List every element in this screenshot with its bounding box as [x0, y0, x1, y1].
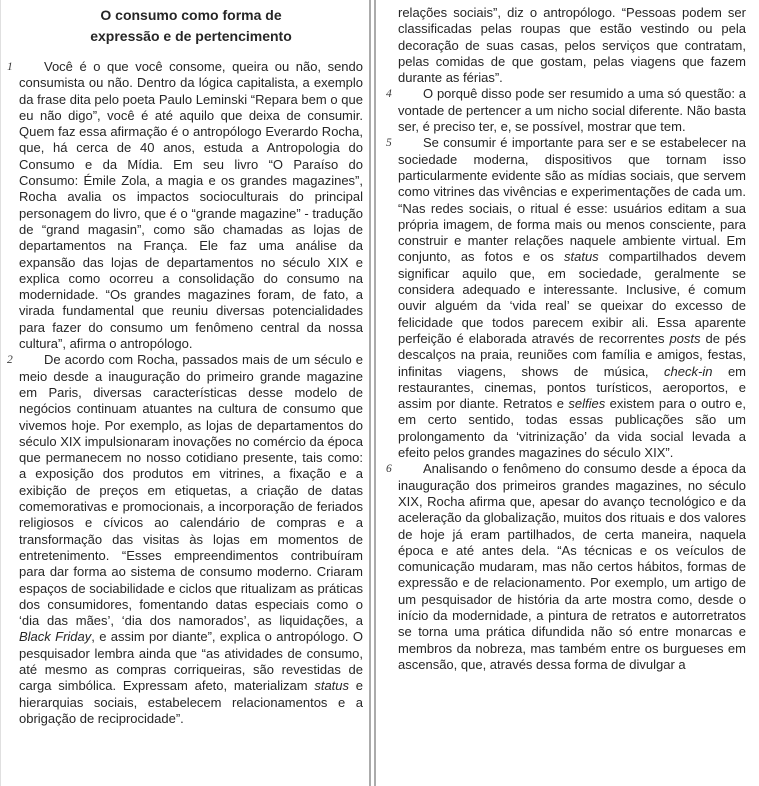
paragraph-3-continuation: [398, 5, 746, 86]
paragraph-1: [7, 59, 363, 352]
paragraph-text: Analisando o fenômeno do consumo desde a época da inauguração dos primeiros grandes magazines, no século XIX, Rocha afirma que, apesar do avanço tecnológico e da aceleração da globalização, muitos dos rituais e dos valores de hoje já eram partilhados, de certa maneira, naquela época e até antes dela. “As técnicas e os veículos de comunicação mudaram, mas não certos hábitos, formas de expressão e de relacionamento. Por exemplo, um artigo de um pesquisador de história da arte mostra como, desde o início da modernidade, a pintura de retratos e autorretratos se torna uma prática difundida não só entre monarcas e membros da nobreza, mas também entre os burgueses em ascensão, que, através dessa forma de divulgar a: [398, 461, 746, 672]
paragraph-number: 6: [386, 463, 392, 476]
column-divider-rule: [369, 0, 376, 786]
paragraph-number: 1: [7, 61, 13, 73]
paragraph-text: O porquê disso pode ser resumido a uma só questão: a vontade de pertencer a um nicho social diferente. Não basta ser, é preciso ter, e, se possível, mostrar que tem.: [398, 86, 746, 135]
paragraph-text: Se consumir é importante para ser e se estabelecer na sociedade moderna, dispositivos que tornam isso particularmente evidente são as mídias sociais, que servem como vitrines das vivências e experimentações de cada um. “Nas redes sociais, o ritual é esse: usuários editam a sua própria imagem, de forma mais ou menos consciente, para construir e manter relações naquele ambiente virtual. Em conjunto, as fotos e os status compartilhados devem significar aquilo que, em sociedade, geralmente se considera adequado e interessante. Inclusive, é comum ouvir alguém da ‘vida real’ se queixar do excesso de felicidade que todos parecem exibir ali. Essa aparente perfeição é elaborada através de recorrentes posts de pés descalços na praia, reuniões com família e amigos, festas, infinitas viagens, shows de música, check-in em restaurantes, cinemas, pontos turísticos, aeroportos, e assim por diante. Retratos e selfies existem para o outro e, em certo sentido, todas essas publicações são um prolongamento da ‘vitrinização’ da vida social levada a efeito pelos grandes magazines do século XIX”.: [398, 135, 746, 461]
paragraph-text: Você é o que você consome, queira ou não, sendo consumista ou não. Dentro da lógica capitalista, a exemplo da frase dita pelo poeta Paulo Leminski “Repara bem o que eu não digo”, você é até aquilo que deixa de consumir. Quem faz essa afirmação é o antropólogo Everardo Rocha, que, há cerca de 40 anos, estuda a Antropologia do Consumo e da Mídia. Em seu livro “O Paraíso do Consumo: Émile Zola, a magia e os grandes magazines”, Rocha avalia os impactos socioculturais do principal personagem do livro, que é o “grande magazine” - tradução de “grand magasin”, como são chamadas as lojas de departamentos na França. Ele faz uma análise da expansão das lojas de departamentos no século XIX e explica como ocorreu a consolidação do consumo na modernidade. “Os grandes magazines foram, de fato, a virada fundamental que reuniu diversas potencialidades para fazer do consumo um fenômeno central da nossa cultura”, afirma o antropólogo.: [19, 59, 363, 352]
paragraph-number: 2: [7, 354, 13, 367]
paragraph-6: [386, 461, 746, 673]
right-column: [386, 5, 746, 673]
paragraph-number: 5: [386, 137, 392, 150]
paragraph-5: [386, 135, 746, 461]
article-title-line-2: expressão e de pertencimento: [90, 28, 292, 44]
paragraph-text: De acordo com Rocha, passados mais de um século e meio desde a inauguração do primeiro grande magazine em Paris, diversas características desse modelo de negócios continuam atuantes na cultura de consumo que vivemos hoje. Por exemplo, as lojas de departamentos do século XIX impulsionaram inovações no comércio da época que permanecem no nosso cotidiano presente, tais como: a exposição dos produtos em vitrines, a fixação e a exibição de preços em etiquetas, a criação de datas comemorativas e promocionais, a incorporação de feriados religiosos e cívicos ao calendário de compras e a transformação das visitas às lojas em momentos de entretenimento. “Esses empreendimentos contribuíram para dar forma ao sistema de consumo moderno. Criaram espaços de sociabilidade e ciclos que ritualizam as práticas dos consumidores, fomentando datas especiais como o ‘dia das mães’, ‘dia dos namorados’, as liquidações, a Black Friday, e assim por diante”, explica o antropólogo. O pesquisador lembra ainda que “as atividades de consumo, até mesmo as compras corriqueiras, são revestidas de carga simbólica. Expressam afeto, materializam status e hierarquias sociais, estabelecem relacionamentos e a obrigação de reciprocidade”.: [19, 352, 364, 726]
paragraph-number: 4: [386, 88, 392, 101]
paragraph-2: [7, 352, 364, 727]
article-title: [19, 5, 363, 47]
paragraph-4: [386, 86, 746, 135]
article-title-line-1: O consumo como forma de: [100, 7, 282, 23]
paragraph-text: relações sociais”, diz o antropólogo. “Pessoas podem ser classificadas pelas roupas que estão vestindo ou pela decoração de suas casas, pelos serviços que contratam, pelas comidas de que gostam, pelas viagens que fazem durante as férias”.: [398, 5, 746, 86]
left-column: [7, 5, 364, 727]
